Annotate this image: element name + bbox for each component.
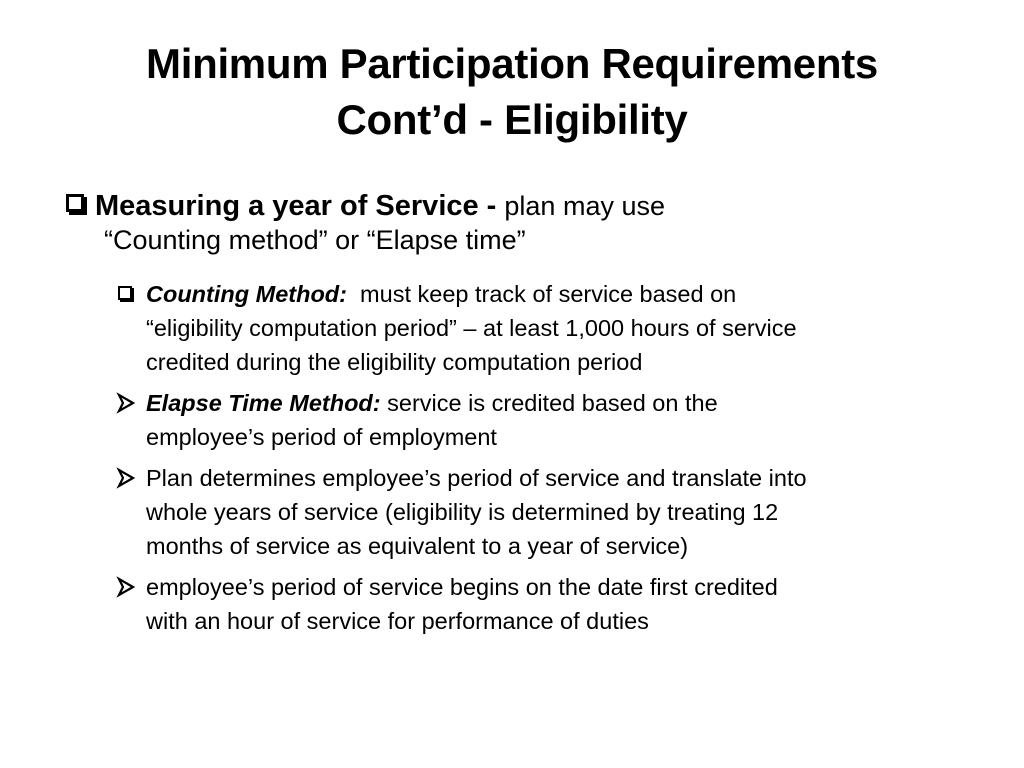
- arrow-bullet-icon: [116, 461, 140, 495]
- sub-bullet-line: with an hour of service for performance of duties: [146, 608, 649, 634]
- sub-bullet-line: employee’s period of employment: [146, 424, 497, 450]
- sub-bullet-text: must keep track of service based on: [347, 281, 737, 307]
- bullet-text: plan may use: [504, 191, 665, 221]
- checkbox-bullet-icon: [118, 286, 132, 300]
- bullet-measuring-year-of-service: [66, 186, 946, 258]
- bullet-heading: Measuring a year of Service -: [95, 190, 505, 222]
- sub-bullet-text: Plan determines employee’s period of service and translate into: [146, 465, 807, 491]
- sub-bullet-counting-method: [116, 277, 966, 379]
- sub-bullet-line: credited during the eligibility computation period: [146, 349, 643, 375]
- sub-bullet-period-begins: [116, 570, 966, 638]
- sub-bullet-text: service is credited based on the: [380, 390, 718, 416]
- sub-bullet-line: months of service as equivalent to a year of service): [146, 533, 689, 559]
- sub-bullet-line: “eligibility computation period” – at least 1,000 hours of service: [146, 315, 797, 341]
- sub-bullet-label: Counting Method:: [146, 281, 347, 307]
- bullet-continuation: “Counting method” or “Elapse time”: [104, 225, 526, 255]
- title-line-1: Minimum Participation Requirements: [146, 40, 878, 87]
- arrow-bullet-icon: [116, 386, 140, 420]
- sub-bullet-label: Elapse Time Method:: [146, 390, 381, 416]
- title-line-2: Cont’d - Eligibility: [336, 96, 688, 143]
- slide-title: [40, 36, 984, 148]
- sub-bullet-text: employee’s period of service begins on the date first credited: [146, 574, 778, 600]
- sub-bullet-line: whole years of service (eligibility is determined by treating 12: [146, 499, 779, 525]
- sub-bullet-elapse-time-method: [116, 386, 966, 454]
- arrow-bullet-icon: [116, 570, 140, 604]
- sub-bullet-plan-determines: [116, 461, 966, 563]
- checkbox-bullet-icon: [66, 194, 84, 212]
